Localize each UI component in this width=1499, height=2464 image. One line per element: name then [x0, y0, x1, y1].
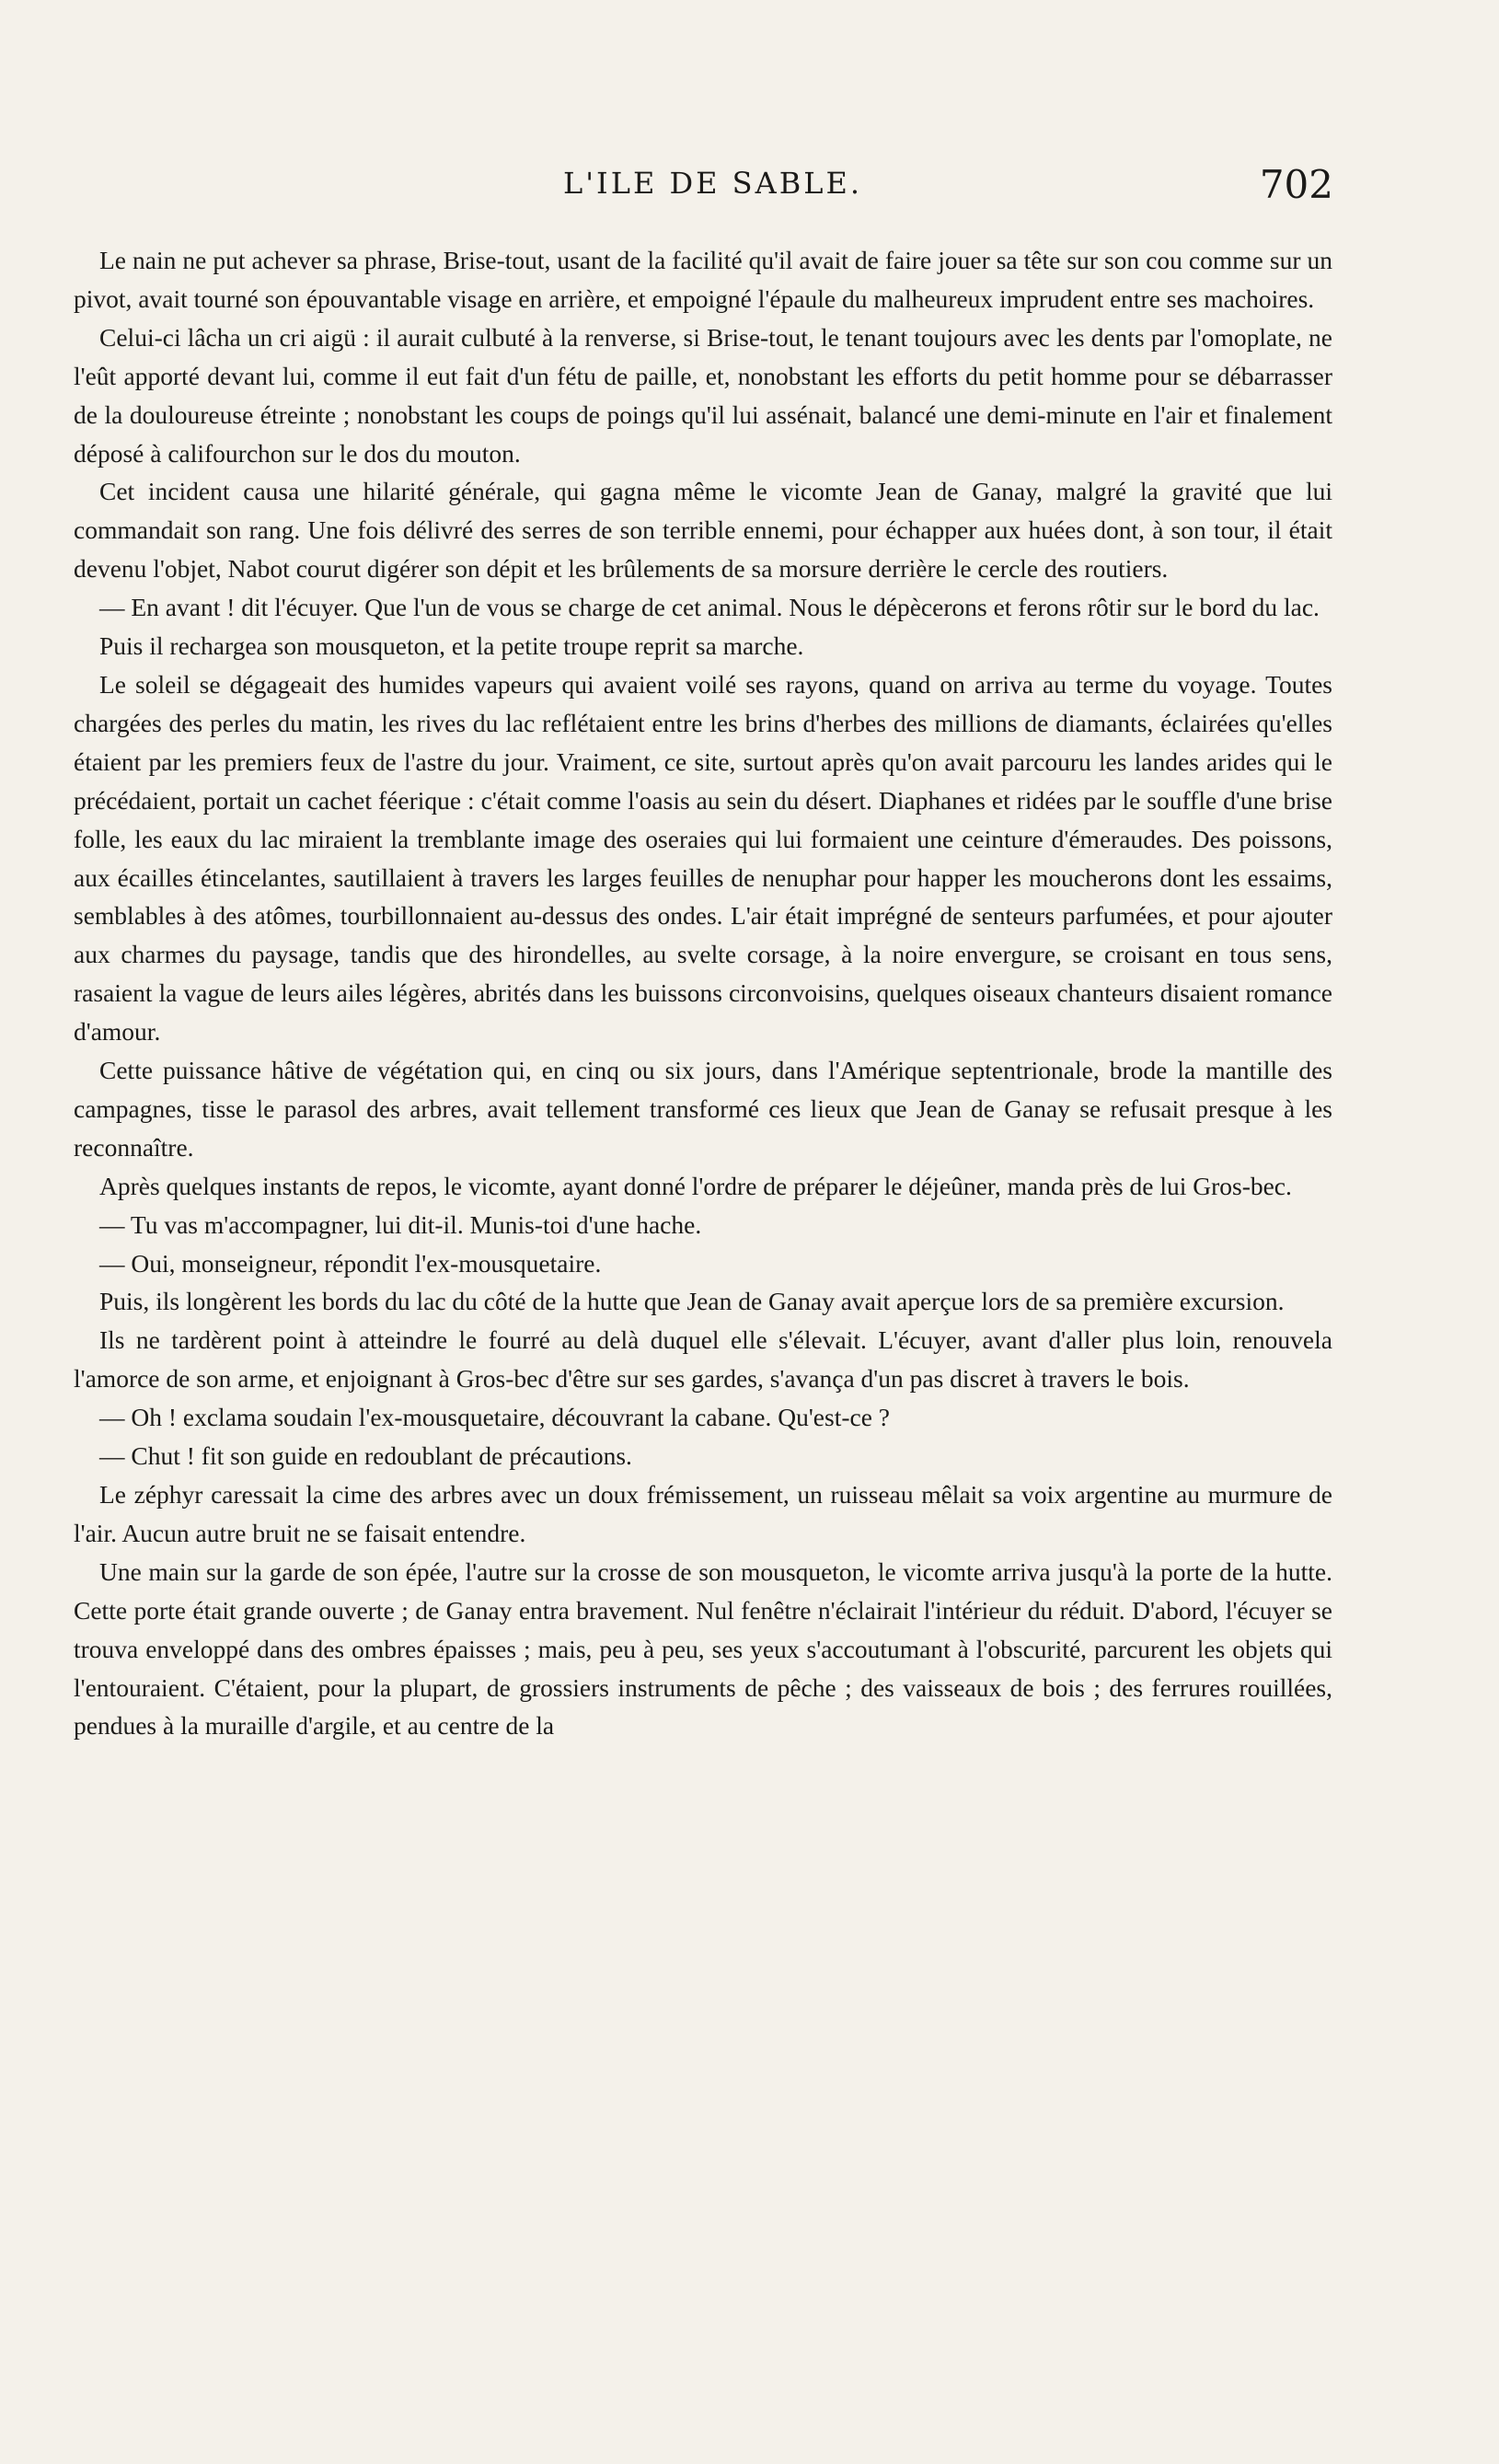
paragraph-13: — Oh ! exclama soudain l'ex-mousquetaire, découvrant la cabane. Qu'est-ce ?: [99, 1403, 890, 1432]
paragraph-14: — Chut ! fit son guide en redoublant de précautions.: [99, 1441, 632, 1471]
paragraph-5: Puis il rechargea son mousqueton, et la petite troupe reprit sa marche.: [99, 631, 804, 661]
paragraph-12: Ils ne tardèrent point à atteindre le fourré au delà duquel elle s'élevait. L'écuyer, avant d'aller plus loin, renouvela l'amorce de son arme, et enjoignant à Gros-bec d'être sur ses gardes, s'avança d'un pas discret à travers le bois.: [74, 1325, 1332, 1394]
page-header: [92, 162, 1333, 221]
paragraph-10: — Oui, monseigneur, répondit l'ex-mousquetaire.: [99, 1248, 602, 1278]
paragraph-3: Cet incident causa une hilarité générale, qui gagna même le vicomte Jean de Ganay, malgré la gravité que lui commandait son rang. Une fois délivré des serres de son terrible ennemi, pour échapper aux huées dont, à son tour, il était devenu l'objet, Nabot courut digérer son dépit et les brûlements de sa morsure derrière le cercle des routiers.: [74, 477, 1332, 584]
paragraph-1: Le nain ne put achever sa phrase, Brise-tout, usant de la facilité qu'il avait de faire jouer sa tête sur son cou comme sur un pivot, avait tourné son épouvantable visage en arrière, et empoigné l'épaule du malheureux imprudent entre ses machoires.: [74, 246, 1332, 313]
paragraph-8: Après quelques instants de repos, le vicomte, ayant donné l'ordre de préparer le déjeûner, manda près de lui Gros-bec.: [99, 1171, 1292, 1200]
paragraph-15: Le zéphyr caressait la cime des arbres avec un doux frémissement, un ruisseau mêlait sa voix argentine au murmure de l'air. Aucun autre bruit ne se faisait entendre.: [74, 1480, 1332, 1547]
paragraph-16: Une main sur la garde de son épée, l'autre sur la crosse de son mousqueton, le vicomte arriva jusqu'à la porte de la hutte. Cette porte était grande ouverte ; de Ganay entra bravement. Nul fenêtre n'éclairait l'intérieur du réduit. D'abord, l'écuyer se trouva enveloppé dans des ombres épaisses ; mais, peu à peu, ses yeux s'accoutumant à l'obscurité, parcurent les objets qui l'entouraient. C'étaient, pour la plupart, de grossiers instruments de pêche ; des vaisseaux de bois ; des ferrures rouillées, pendues à la muraille d'argile, et au centre de la: [74, 1556, 1332, 1741]
paragraph-9: — Tu vas m'accompagner, lui dit-il. Munis-toi d'une hache.: [99, 1209, 702, 1239]
paragraph-4: — En avant ! dit l'écuyer. Que l'un de vous se charge de cet animal. Nous le dépècerons et ferons rôtir sur le bord du lac.: [99, 593, 1320, 622]
running-title: L'ILE DE SABLE.: [563, 166, 862, 201]
page-number: 702: [1259, 162, 1333, 207]
paragraph-11: Puis, ils longèrent les bords du lac du côté de la hutte que Jean de Ganay avait aperçue lors de sa première excursion.: [99, 1287, 1285, 1316]
paragraph-2: Celui-ci lâcha un cri aigü : il aurait culbuté à la renverse, si Brise-tout, le tenant toujours avec les dents par l'omoplate, ne l'eût apporté devant lui, comme il eut fait d'un fétu de paille, et, nonobstant les efforts du petit homme pour se débarrasser de la douloureuse étreinte ; nonobstant les coups de poings qu'il lui assénait, balancé une demi-minute en l'air et finalement déposé à califourchon sur le dos du mouton.: [74, 322, 1332, 468]
paragraph-6: Le soleil se dégageait des humides vapeurs qui avaient voilé ses rayons, quand on arriva au terme du voyage. Toutes chargées des perles du matin, les rives du lac reflétaient entre les brins d'herbes des millions de diamants, éclairées qu'elles étaient par les premiers feux de l'astre du jour. Vraiment, ce site, surtout après qu'on avait parcouru les landes arides qui le précédaient, portait un cachet féerique : c'était comme l'oasis au sein du désert. Diaphanes et ridées par le souffle d'une brise folle, les eaux du lac miraient la tremblante image des oseraies qui lui formaient une ceinture d'émeraudes. Des poissons, aux écailles étincelantes, sautillaient à travers les larges feuilles de nenuphar pour happer les moucherons dont les essaims, semblables à des atômes, tourbillonnaient au-dessus des ondes. L'air était imprégné de senteurs parfumées, et pour ajouter aux charmes du paysage, tandis que des hirondelles, au svelte corsage, à la noire envergure, se croisant en tous sens, rasaient la vague de leurs ailes légères, abrités dans les buissons circonvoisins, quelques oiseaux chanteurs disaient romance d'amour.: [74, 669, 1332, 1047]
paragraph-7: Cette puissance hâtive de végétation qui, en cinq ou six jours, dans l'Amérique septentrionale, brode la mantille des campagnes, tisse le parasol des arbres, avait tellement transformé ces lieux que Jean de Ganay se refusait presque à les reconnaître.: [74, 1056, 1332, 1162]
body-text: [74, 241, 1332, 1745]
